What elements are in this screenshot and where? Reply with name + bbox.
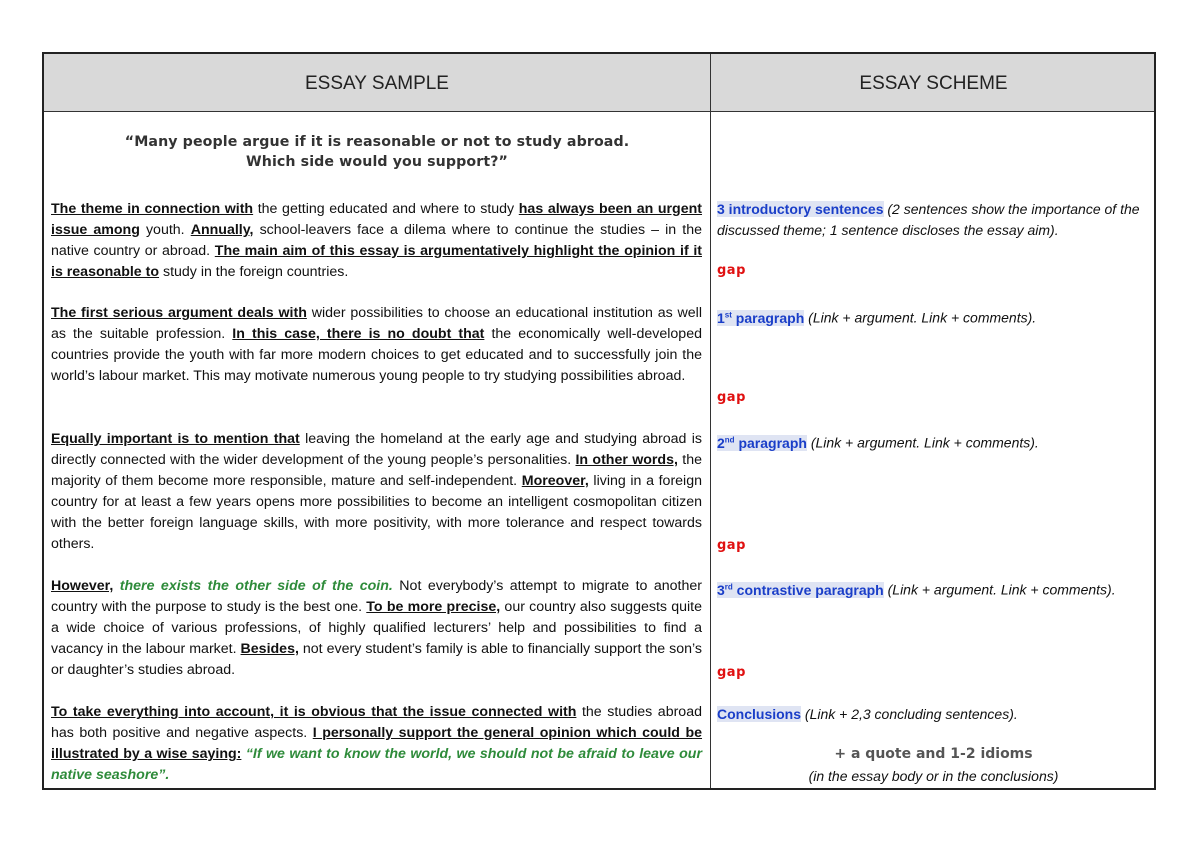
scheme-note: (Link + argument. Link + comments). bbox=[806, 434, 1039, 451]
paragraph-text: wider possibilities to choose an educational institution as well as the suitable profession. bbox=[51, 305, 702, 342]
scheme-first-paragraph bbox=[717, 304, 1147, 329]
essay-second-paragraph bbox=[51, 429, 702, 555]
scheme-label: Conclusions bbox=[717, 706, 802, 722]
scheme-label bbox=[717, 582, 884, 598]
essay-contrastive-paragraph bbox=[51, 576, 702, 681]
column-divider bbox=[710, 54, 711, 788]
essay-introduction-paragraph bbox=[51, 199, 702, 283]
header-essay-sample: ESSAY SAMPLE bbox=[305, 73, 449, 94]
header-essay-scheme: ESSAY SCHEME bbox=[859, 73, 1008, 94]
scheme-conclusions bbox=[717, 704, 1147, 725]
ordinal-number: 3 bbox=[717, 581, 725, 598]
linking-phrase: To be more precise, bbox=[366, 599, 501, 615]
scheme-note: (Link + argument. Link + comments). bbox=[883, 581, 1116, 598]
scheme-label: 3 introductory sentences bbox=[717, 201, 884, 217]
scheme-note: (Link + argument. Link + comments). bbox=[804, 309, 1037, 326]
paragraph-text: study in the foreign countries. bbox=[159, 264, 349, 280]
ordinal-number: 2 bbox=[717, 434, 725, 451]
linking-phrase: has always been an urgent issue among bbox=[51, 201, 703, 238]
paragraph-text: the majority of them become more responsible, mature and self-independent. bbox=[51, 452, 702, 489]
paragraph-text: school-leavers face a dilema where to continue the studies – in the native country or abroad. bbox=[51, 222, 702, 259]
linking-phrase: Besides, bbox=[240, 641, 299, 657]
gap-marker: gap bbox=[717, 390, 746, 405]
linking-phrase: To take everything into account, it is obvious that the issue connected with bbox=[51, 704, 577, 720]
gap-marker: gap bbox=[717, 538, 746, 553]
quote-idioms-note: + a quote and 1-2 idioms bbox=[834, 746, 1033, 762]
essay-table bbox=[42, 52, 1156, 790]
paragraph-text: Not everybody’s attempt to migrate to another country with the purpose to study is the best one. bbox=[51, 578, 702, 615]
idiom-text: there exists the other side of the coin. bbox=[113, 578, 393, 594]
linking-phrase: The theme in connection with bbox=[51, 201, 254, 217]
essay-question-line-2: Which side would you support?” bbox=[246, 154, 508, 170]
linking-phrase: Annually, bbox=[190, 222, 254, 238]
ordinal-suffix: st bbox=[724, 310, 732, 319]
gap-marker: gap bbox=[717, 665, 746, 680]
gap-marker: gap bbox=[717, 263, 746, 278]
linking-phrase: The first serious argument deals with bbox=[51, 305, 307, 321]
scheme-label bbox=[717, 435, 807, 451]
linking-phrase: Moreover, bbox=[521, 473, 589, 489]
paragraph-text: the economically well-developed countries provide the youth with far more modern choices to get educated and to successfully join the world’s labour market. This may motivate numerous young people to try studying possibilities abroad. bbox=[51, 326, 702, 384]
paragraph-text: youth. bbox=[139, 222, 191, 238]
paragraph-text: living in a foreign country for at least a few years opens more possibilities to become an intelligent cosmopolitan citizen with the better foreign language skills, with more positivity, with more tolerance and respect towards others. bbox=[51, 473, 702, 552]
scheme-label-text: contrastive paragraph bbox=[732, 581, 884, 598]
table-header-row bbox=[44, 54, 1154, 112]
scheme-note: (Link + 2,3 concluding sentences). bbox=[801, 706, 1018, 722]
scheme-second-paragraph bbox=[717, 429, 1147, 454]
paragraph-text: the studies abroad has both positive and negative aspects. bbox=[51, 704, 702, 741]
linking-phrase: In other words, bbox=[575, 452, 678, 468]
paragraph-text: the getting educated and where to study bbox=[253, 201, 519, 217]
quote-idioms-subnote: (in the essay body or in the conclusions) bbox=[808, 768, 1059, 784]
scheme-label-text: paragraph bbox=[734, 434, 807, 451]
linking-phrase: However, bbox=[51, 578, 114, 594]
linking-phrase: I personally support the general opinion which could be illustrated by a wise saying: bbox=[51, 725, 703, 762]
paragraph-text: leaving the homeland at the early age and studying abroad is directly connected with the wider development of the young people’s personalities. bbox=[51, 431, 702, 468]
essay-first-paragraph bbox=[51, 303, 702, 387]
scheme-label bbox=[717, 310, 804, 326]
ordinal-number: 1 bbox=[717, 309, 725, 326]
linking-phrase: The main aim of this essay is argumentatively highlight the opinion if it is reasonable to bbox=[51, 243, 702, 280]
paragraph-text: not every student’s family is able to financially support the son’s or daughter’s studies abroad. bbox=[51, 641, 702, 678]
essay-question-line-1: “Many people argue if it is reasonable or not to study abroad. bbox=[124, 134, 630, 150]
scheme-label-text: paragraph bbox=[731, 309, 805, 326]
paragraph-text: our country also suggests quite a wide choice of various professions, of highly qualified lecturers’ help and possibilities to find a vacancy in the labour market. bbox=[51, 599, 702, 657]
quote-text: “If we want to know the world, we should not be afraid to leave our native seashore”. bbox=[51, 746, 702, 783]
ordinal-suffix: nd bbox=[724, 435, 735, 444]
essay-conclusion-paragraph bbox=[51, 702, 702, 786]
linking-phrase: In this case, there is no doubt that bbox=[232, 326, 485, 342]
scheme-introduction bbox=[717, 199, 1147, 241]
ordinal-suffix: rd bbox=[724, 582, 733, 591]
scheme-contrastive-paragraph bbox=[717, 576, 1147, 601]
scheme-note: (2 sentences show the importance of the discussed theme; 1 sentence discloses the essay aim). bbox=[717, 201, 1140, 238]
linking-phrase: Equally important is to mention that bbox=[51, 431, 300, 447]
